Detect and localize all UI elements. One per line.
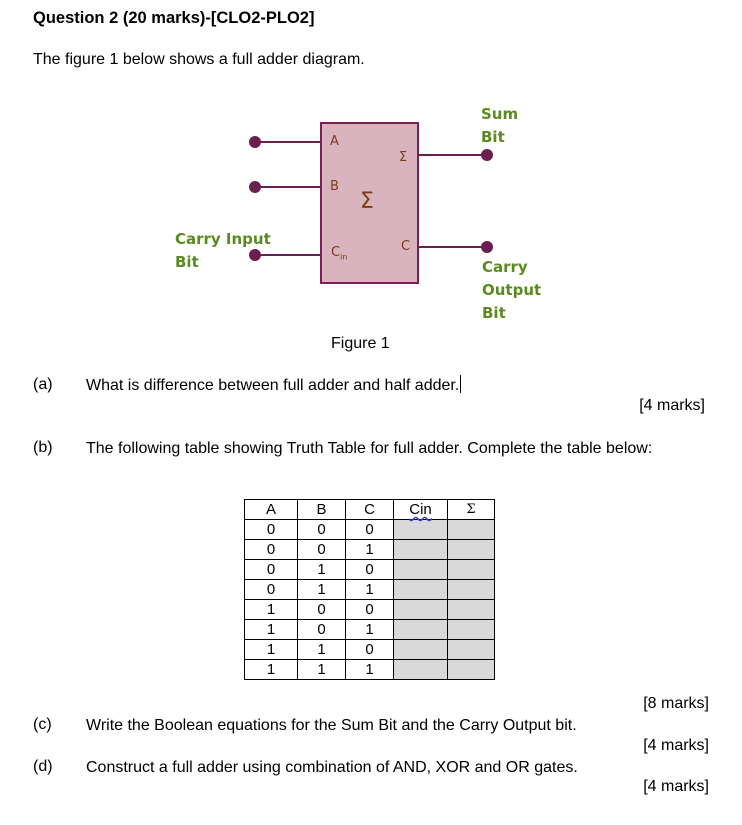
cell-sum-blank[interactable] <box>448 540 495 560</box>
figure-caption: Figure 1 <box>331 335 390 352</box>
cell-a: 1 <box>245 640 298 660</box>
cell-c: 0 <box>346 560 394 580</box>
cell-b: 1 <box>298 640 346 660</box>
cell-c: 1 <box>346 660 394 680</box>
carry-out-line2: Output <box>482 281 542 299</box>
cell-sum-blank[interactable] <box>448 660 495 680</box>
terminal-sum <box>481 149 493 161</box>
terminal-b <box>249 181 261 193</box>
sum-label-line1: Sum <box>481 105 519 123</box>
cell-c: 1 <box>346 540 394 560</box>
text-cursor <box>460 375 461 393</box>
cell-cin-blank[interactable] <box>394 640 448 660</box>
header-cin-text: Cin <box>409 501 432 518</box>
truth-table <box>244 499 495 680</box>
cell-b: 0 <box>298 620 346 640</box>
pin-b-label: B <box>330 179 339 194</box>
header-b: B <box>298 500 346 520</box>
cell-c: 0 <box>346 520 394 540</box>
cell-c: 0 <box>346 600 394 620</box>
header-c: C <box>346 500 394 520</box>
cell-b: 1 <box>298 580 346 600</box>
carry-out-line1: Carry <box>482 258 528 276</box>
question-a-label: (a) <box>33 376 53 393</box>
cell-cin-blank[interactable] <box>394 580 448 600</box>
pin-sigma-label: Σ <box>399 150 408 165</box>
question-d-label: (d) <box>33 758 53 775</box>
cell-b: 0 <box>298 600 346 620</box>
terminal-cout <box>481 241 493 253</box>
table-row <box>245 620 495 640</box>
cell-sum-blank[interactable] <box>448 580 495 600</box>
header-sigma: Σ <box>448 500 495 520</box>
question-d-text: Construct a full adder using combination of AND, XOR and OR gates. <box>86 759 578 776</box>
cell-c: 1 <box>346 620 394 640</box>
center-sigma-symbol: Σ <box>360 189 374 214</box>
header-cin <box>394 500 448 520</box>
cell-a: 1 <box>245 600 298 620</box>
terminal-a <box>249 136 261 148</box>
cell-sum-blank[interactable] <box>448 600 495 620</box>
carry-output-label <box>482 256 541 325</box>
pin-cin-label <box>331 245 347 262</box>
question-d-marks: [4 marks] <box>643 778 709 795</box>
cell-b: 1 <box>298 660 346 680</box>
pin-cin-sub: in <box>340 252 348 262</box>
cell-sum-blank[interactable] <box>448 640 495 660</box>
question-a-marks: [4 marks] <box>639 397 705 414</box>
question-a-text[interactable] <box>86 375 461 396</box>
carry-input-label <box>175 228 271 274</box>
cell-sum-blank[interactable] <box>448 620 495 640</box>
cell-a: 0 <box>245 580 298 600</box>
cell-a: 0 <box>245 560 298 580</box>
cell-cin-blank[interactable] <box>394 520 448 540</box>
question-c-marks: [4 marks] <box>643 737 709 754</box>
cell-cin-blank[interactable] <box>394 540 448 560</box>
cell-cin-blank[interactable] <box>394 560 448 580</box>
question-a-text-content: What is difference between full adder and half adder. <box>86 377 460 394</box>
cell-sum-blank[interactable] <box>448 520 495 540</box>
question-b-label: (b) <box>33 439 53 456</box>
cell-c: 1 <box>346 580 394 600</box>
table-row <box>245 560 495 580</box>
question-b-text: The following table showing Truth Table for full adder. Complete the table below: <box>86 440 653 457</box>
cell-b: 0 <box>298 540 346 560</box>
question-c-label: (c) <box>33 716 52 733</box>
table-row <box>245 580 495 600</box>
cell-a: 1 <box>245 620 298 640</box>
table-row <box>245 600 495 620</box>
intro-text: The figure 1 below shows a full adder diagram. <box>33 51 365 68</box>
truth-table-header-row <box>245 500 495 520</box>
table-row <box>245 640 495 660</box>
carry-in-line2: Bit <box>175 253 199 271</box>
cell-sum-blank[interactable] <box>448 560 495 580</box>
cell-b: 0 <box>298 520 346 540</box>
question-b-marks: [8 marks] <box>643 695 709 712</box>
sum-label-line2: Bit <box>481 128 505 146</box>
table-row <box>245 520 495 540</box>
cell-cin-blank[interactable] <box>394 600 448 620</box>
cell-b: 1 <box>298 560 346 580</box>
cell-c: 0 <box>346 640 394 660</box>
table-row <box>245 660 495 680</box>
question-c-text: Write the Boolean equations for the Sum Bit and the Carry Output bit. <box>86 717 577 734</box>
pin-a-label: A <box>330 134 339 149</box>
cell-a: 0 <box>245 540 298 560</box>
pin-cin-main: C <box>331 245 341 260</box>
cell-a: 0 <box>245 520 298 540</box>
cell-a: 1 <box>245 660 298 680</box>
pin-c-label: C <box>401 239 411 254</box>
carry-out-line3: Bit <box>482 304 506 322</box>
sum-bit-label <box>481 103 518 149</box>
question-heading: Question 2 (20 marks)-[CLO2-PLO2] <box>33 9 315 27</box>
table-row <box>245 540 495 560</box>
cell-cin-blank[interactable] <box>394 660 448 680</box>
carry-in-line1: Carry Input <box>175 230 271 248</box>
header-a: A <box>245 500 298 520</box>
cell-cin-blank[interactable] <box>394 620 448 640</box>
